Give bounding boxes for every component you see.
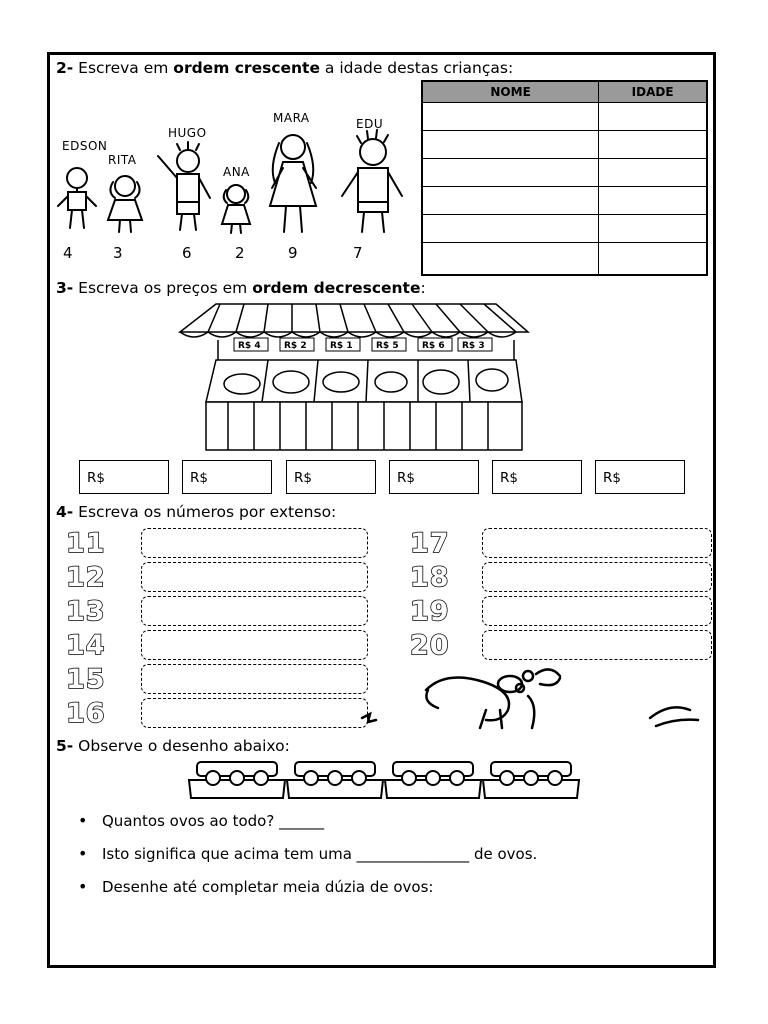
name-age-table	[421, 80, 708, 276]
bullet-item: • Isto significa que acima tem uma _______________ de ovos.	[78, 845, 537, 878]
table-row	[422, 242, 707, 275]
price-answer-box[interactable]: R$	[595, 460, 685, 494]
price-tag: R$ 1	[330, 341, 353, 351]
price-tag: R$ 2	[284, 341, 307, 351]
number-word-field[interactable]	[141, 630, 368, 660]
number-label: 17	[410, 528, 450, 559]
price-tag: R$ 6	[422, 341, 445, 351]
name-cell[interactable]	[422, 242, 599, 275]
age-cell[interactable]	[599, 214, 707, 242]
question-2-title: 2- Escreva em ordem crescente a idade destas crianças:	[56, 59, 514, 77]
age-cell[interactable]	[599, 186, 707, 214]
name-cell[interactable]	[422, 214, 599, 242]
bullet-item: • Quantos ovos ao todo? ______	[78, 812, 537, 845]
number-word-field[interactable]	[482, 630, 712, 660]
number-label: 14	[66, 630, 106, 661]
table-row	[422, 130, 707, 158]
table-row	[422, 103, 707, 131]
question-5-title: 5- Observe o desenho abaixo:	[56, 737, 290, 755]
number-word-field[interactable]	[141, 698, 368, 728]
child-age: 9	[288, 244, 298, 262]
market-stall-drawing	[176, 300, 532, 456]
age-cell[interactable]	[599, 158, 707, 186]
name-cell[interactable]	[422, 186, 599, 214]
price-answer-box[interactable]: R$	[182, 460, 272, 494]
age-cell[interactable]	[599, 242, 707, 275]
age-cell[interactable]	[599, 130, 707, 158]
child-age: 4	[63, 244, 73, 262]
price-answer-box[interactable]: R$	[286, 460, 376, 494]
child-age: 3	[113, 244, 123, 262]
number-word-field[interactable]	[482, 528, 712, 558]
number-word-field[interactable]	[141, 664, 368, 694]
animal-drawing	[360, 660, 712, 732]
child-name-edu: EDU	[356, 117, 384, 131]
table-row	[422, 214, 707, 242]
age-cell[interactable]	[599, 103, 707, 131]
number-word-field[interactable]	[482, 562, 712, 592]
number-label: 16	[66, 698, 106, 729]
question-5-bullets	[78, 812, 537, 911]
table-header-nome: NOME	[422, 81, 599, 103]
number-label: 18	[410, 562, 450, 593]
price-answer-box[interactable]: R$	[79, 460, 169, 494]
egg-cartons-drawing	[187, 758, 582, 806]
price-tag: R$ 3	[462, 341, 485, 351]
child-age: 2	[235, 244, 245, 262]
child-name-ana: ANA	[223, 165, 250, 179]
child-name-hugo: HUGO	[168, 126, 207, 140]
number-label: 20	[410, 630, 450, 661]
bullet-item: • Desenhe até completar meia dúzia de ovos:	[78, 878, 537, 911]
name-cell[interactable]	[422, 130, 599, 158]
price-tag: R$ 5	[376, 341, 399, 351]
number-word-field[interactable]	[141, 596, 368, 626]
table-row	[422, 186, 707, 214]
child-name-mara: MARA	[273, 111, 310, 125]
table-header-idade: IDADE	[599, 81, 707, 103]
child-age: 6	[182, 244, 192, 262]
number-word-field[interactable]	[141, 562, 368, 592]
child-name-edson: EDSON	[62, 139, 108, 153]
price-tag: R$ 4	[238, 341, 261, 351]
name-cell[interactable]	[422, 103, 599, 131]
number-word-field[interactable]	[482, 596, 712, 626]
child-age: 7	[353, 244, 363, 262]
child-name-rita: RITA	[108, 153, 137, 167]
number-word-field[interactable]	[141, 528, 368, 558]
number-label: 12	[66, 562, 106, 593]
table-row	[422, 158, 707, 186]
number-label: 19	[410, 596, 450, 627]
number-label: 13	[66, 596, 106, 627]
price-answer-box[interactable]: R$	[389, 460, 479, 494]
question-4-title: 4- Escreva os números por extenso:	[56, 503, 337, 521]
question-3-title: 3- Escreva os preços em ordem decrescente:	[56, 279, 426, 297]
number-label: 15	[66, 664, 106, 695]
price-answer-box[interactable]: R$	[492, 460, 582, 494]
name-cell[interactable]	[422, 158, 599, 186]
number-label: 11	[66, 528, 106, 559]
